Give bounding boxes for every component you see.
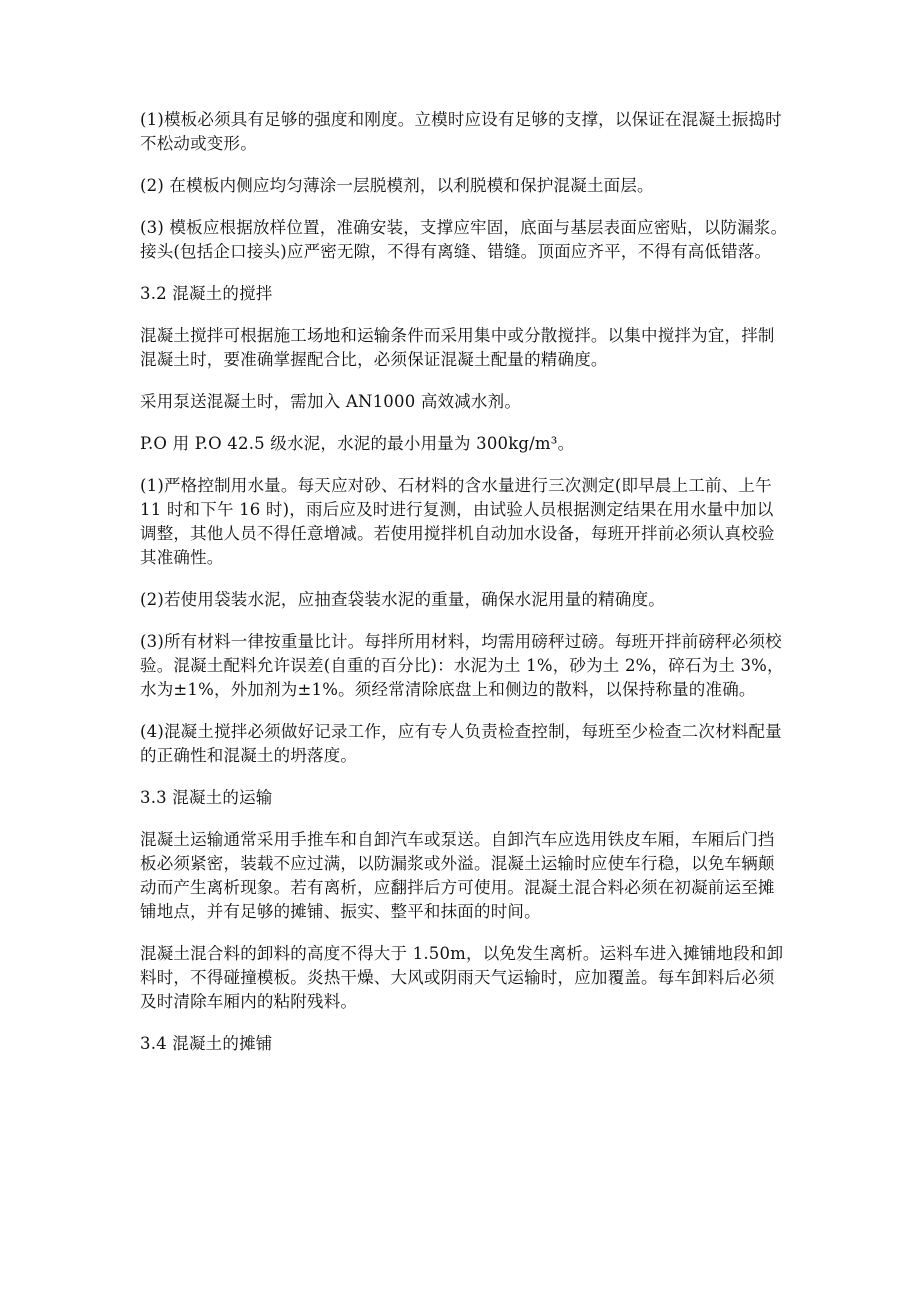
paragraph-weight-ratio: (3)所有材料一律按重量比计。每拌所用材料，均需用磅秤过磅。每班开拌前磅秤必须校验。混凝土配料允许误差(自重的百分比)：水泥为土 1%，砂为土 2%，碎石为土 3%，水为±1%，外加剂为±1%。须经常清除底盘上和侧边的散料，以保持称量的准确。: [140, 632, 784, 699]
paragraph-release-agent: (2) 在模板内侧应均匀薄涂一层脱模剂，以利脱模和保护混凝土面层。: [140, 176, 654, 195]
paragraph-unloading-height: 混凝土混合料的卸料的高度不得大于 1.50m，以免发生离析。运料车进入摊铺地段和卸料时，不得碰撞模板。炎热干燥、大风或阴雨天气运输时，应加覆盖。每车卸料后必须及时清除车厢内的粘附残料。: [140, 944, 784, 1011]
paragraph-transport-method: 混凝土运输通常采用手推车和自卸汽车或泵送。自卸汽车应选用铁皮车厢，车厢后门挡板必须紧密，装载不应过满，以防漏浆或外溢。混凝土运输时应使车行稳，以免车辆颠动而产生离析现象。若有离析，应翻拌后方可使用。混凝土混合料必须在初凝前运至摊铺地点，并有足够的摊铺、振实、整平和抹面的时间。: [140, 830, 775, 921]
paragraph-mixing-records: (4)混凝土搅拌必须做好记录工作，应有专人负责检查控制，每班至少检查二次材料配量的正确性和混凝土的坍落度。: [140, 722, 782, 765]
paragraph-cement-grade: P.O 用 P.O 42.5 级水泥，水泥的最小用量为 300kg/m³。: [140, 434, 575, 453]
section-heading-mixing: 3.2 混凝土的搅拌: [140, 284, 273, 303]
paragraph-formwork-installation: (3) 模板应根据放样位置，准确安装，支撑应牢固，底面与基层表面应密贴，以防漏浆。接头(包括企口接头)应严密无隙，不得有离缝、错缝。顶面应齐平，不得有高低错落。: [140, 218, 788, 261]
section-heading-transport: 3.3 混凝土的运输: [140, 788, 273, 807]
paragraph-formwork-strength: (1)模板必须具有足够的强度和刚度。立模时应设有足够的支撑，以保证在混凝土振捣时不松动或变形。: [140, 110, 782, 153]
paragraph-bagged-cement: (2)若使用袋装水泥，应抽查袋装水泥的重量，确保水泥用量的精确度。: [140, 590, 665, 609]
document-body: [140, 108, 790, 1074]
section-heading-paving: 3.4 混凝土的摊铺: [140, 1034, 273, 1053]
paragraph-pump-admixture: 采用泵送混凝土时，需加入 AN1000 高效减水剂。: [140, 392, 522, 411]
paragraph-mixing-method: 混凝土搅拌可根据施工场地和运输条件而采用集中或分散搅拌。以集中搅拌为宜，拌制混凝土时，要准确掌握配合比，必须保证混凝土配量的精确度。: [140, 326, 775, 369]
paragraph-water-control: (1)严格控制用水量。每天应对砂、石材料的含水量进行三次测定(即早晨上工前、上午 11 时和下午 16 时)，雨后应及时进行复测，由试验人员根据测定结果在用水量中加以调整，其他人员不得任意增减。若使用搅拌机自动加水设备，每班开拌前必须认真校验其准确性。: [140, 476, 775, 567]
